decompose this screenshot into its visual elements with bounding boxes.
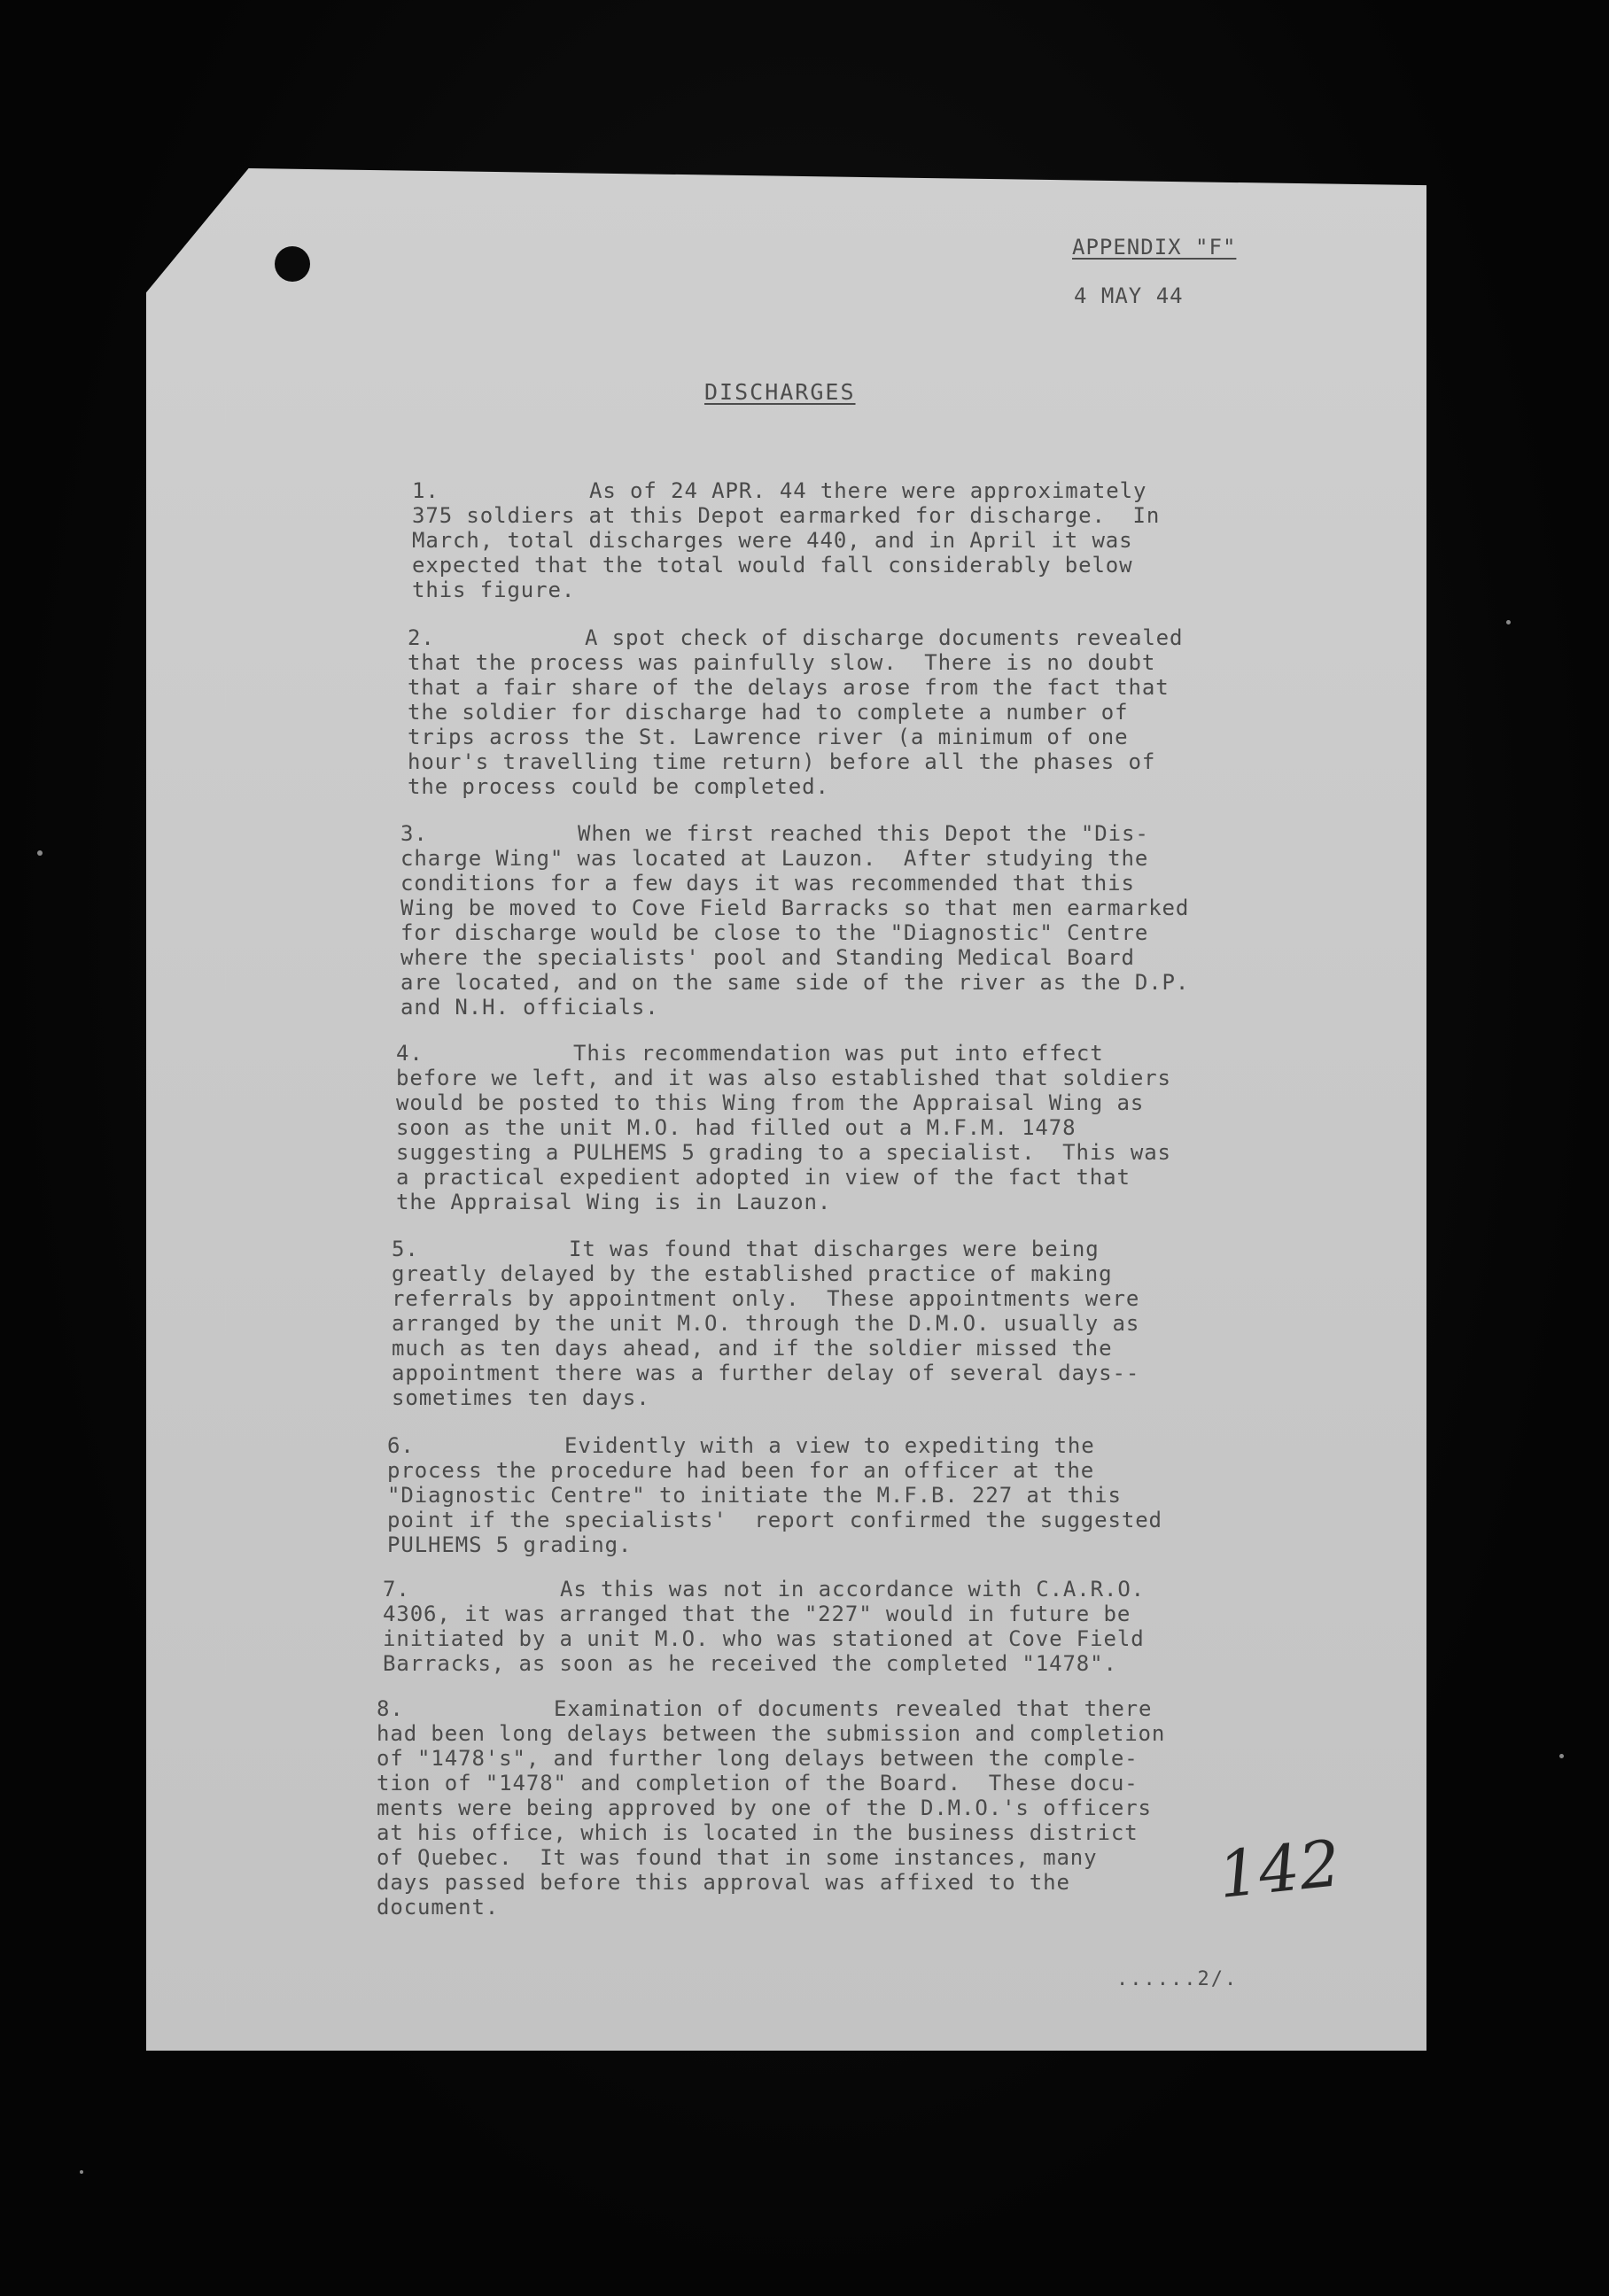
- paragraph-line: charge Wing" was located at Lauzon. After studying the: [400, 846, 1149, 871]
- paragraph-7: [383, 1577, 1145, 1676]
- paragraph-line: trips across the St. Lawrence river (a minimum of one: [408, 725, 1129, 749]
- paragraph-line: would be posted to this Wing from the Appraisal Wing as: [396, 1090, 1145, 1115]
- document-date: 4 MAY 44: [1074, 283, 1184, 308]
- paragraph-line: Examination of documents revealed that there: [554, 1696, 1153, 1721]
- paragraph-line: the process could be completed.: [408, 774, 829, 799]
- handwritten-folio-number: 142: [1214, 1826, 1344, 1912]
- film-speck: [1559, 1754, 1564, 1758]
- paragraph-line: When we first reached this Depot the "Dis-: [578, 821, 1149, 846]
- paragraph-8: [377, 1696, 1165, 1920]
- paragraph-line: document.: [377, 1895, 500, 1920]
- paragraph-line: had been long delays between the submission and completion: [377, 1721, 1166, 1746]
- paragraph-line: this figure.: [412, 578, 576, 602]
- paragraph-line: days passed before this approval was affixed to the: [377, 1870, 1070, 1895]
- paragraph-line: are located, and on the same side of the river as the D.P.: [400, 970, 1190, 995]
- paragraph-line: referrals by appointment only. These appointments were: [392, 1286, 1140, 1311]
- paragraph-line: greatly delayed by the established practice of making: [392, 1261, 1113, 1286]
- paragraph-line: 4306, it was arranged that the "227" would in future be: [383, 1602, 1131, 1626]
- paragraph-4: [396, 1041, 1171, 1214]
- paragraph-line: process the procedure had been for an officer at the: [387, 1458, 1095, 1483]
- paragraph-line: where the specialists' pool and Standing Medical Board: [400, 945, 1135, 970]
- paragraph-number: 4.: [396, 1041, 424, 1066]
- paragraph-line: sometimes ten days.: [392, 1385, 650, 1410]
- paragraph-number: 5.: [392, 1237, 419, 1261]
- paragraph-line: This recommendation was put into effect: [573, 1041, 1104, 1066]
- paragraph-number: 6.: [387, 1433, 415, 1458]
- paragraph-line: Evidently with a view to expediting the: [564, 1433, 1095, 1458]
- paragraph-line: "Diagnostic Centre" to initiate the M.F.B. 227 at this: [387, 1483, 1122, 1508]
- paragraph-line: arranged by the unit M.O. through the D.M.O. usually as: [392, 1311, 1140, 1336]
- paragraph-line: and N.H. officials.: [400, 995, 659, 1020]
- page-continuation-mark: ......2/.: [1116, 1968, 1239, 1990]
- paragraph-line: As this was not in accordance with C.A.R.O.: [560, 1577, 1146, 1602]
- paragraph-line: soon as the unit M.O. had filled out a M.F.M. 1478: [396, 1115, 1077, 1140]
- film-speck: [80, 2170, 83, 2174]
- paragraph-line: before we left, and it was also established that soldiers: [396, 1066, 1171, 1090]
- paragraph-line: expected that the total would fall considerably below: [412, 553, 1133, 578]
- paragraph-line: ments were being approved by one of the D.M.O.'s officers: [377, 1796, 1152, 1820]
- paragraph-line: initiated by a unit M.O. who was stationed at Cove Field: [383, 1626, 1145, 1651]
- paragraph-line: Barracks, as soon as he received the completed "1478".: [383, 1651, 1117, 1676]
- paragraph-2: [408, 625, 1183, 799]
- paragraph-line: It was found that discharges were being: [569, 1237, 1100, 1261]
- paragraph-line: a practical expedient adopted in view of the fact that: [396, 1165, 1131, 1190]
- document-title: DISCHARGES: [704, 379, 856, 405]
- paragraph-line: at his office, which is located in the business district: [377, 1820, 1139, 1845]
- paragraph-number: 8.: [377, 1696, 404, 1721]
- paragraph-line: appointment there was a further delay of several days--: [392, 1361, 1140, 1385]
- film-speck: [1506, 620, 1511, 624]
- paragraph-line: hour's travelling time return) before all the phases of: [408, 749, 1156, 774]
- paragraph-number: 1.: [412, 478, 439, 503]
- punch-hole: [275, 246, 310, 282]
- paragraph-3: [400, 821, 1189, 1020]
- paragraph-line: March, total discharges were 440, and in April it was: [412, 528, 1133, 553]
- film-speck: [37, 850, 43, 856]
- paragraph-line: conditions for a few days it was recommended that this: [400, 871, 1135, 896]
- paragraph-number: 2.: [408, 625, 435, 650]
- paragraph-5: [392, 1237, 1139, 1410]
- paragraph-line: Wing be moved to Cove Field Barracks so that men earmarked: [400, 896, 1190, 920]
- paragraph-line: A spot check of discharge documents revealed: [585, 625, 1184, 650]
- paragraph-line: suggesting a PULHEMS 5 grading to a specialist. This was: [396, 1140, 1171, 1165]
- paragraph-number: 3.: [400, 821, 428, 846]
- paragraph-line: the soldier for discharge had to complete a number of: [408, 700, 1129, 725]
- paragraph-line: tion of "1478" and completion of the Board. These docu-: [377, 1771, 1139, 1796]
- paragraph-line: point if the specialists' report confirmed the suggested: [387, 1508, 1162, 1532]
- paragraph-line: 375 soldiers at this Depot earmarked for discharge. In: [412, 503, 1161, 528]
- paragraph-number: 7.: [383, 1577, 410, 1602]
- paragraph-line: much as ten days ahead, and if the soldier missed the: [392, 1336, 1113, 1361]
- paragraph-line: of "1478's", and further long delays between the comple-: [377, 1746, 1139, 1771]
- paragraph-1: [412, 478, 1160, 602]
- paragraph-line: that a fair share of the delays arose from the fact that: [408, 675, 1170, 700]
- paragraph-line: the Appraisal Wing is in Lauzon.: [396, 1190, 832, 1214]
- appendix-label: APPENDIX "F": [1072, 235, 1237, 260]
- paragraph-line: As of 24 APR. 44 there were approximately: [589, 478, 1147, 503]
- paragraph-line: that the process was painfully slow. There is no doubt: [408, 650, 1156, 675]
- paragraph-6: [387, 1433, 1162, 1557]
- paragraph-line: for discharge would be close to the "Diagnostic" Centre: [400, 920, 1149, 945]
- paragraph-line: of Quebec. It was found that in some instances, many: [377, 1845, 1098, 1870]
- paragraph-line: PULHEMS 5 grading.: [387, 1532, 633, 1557]
